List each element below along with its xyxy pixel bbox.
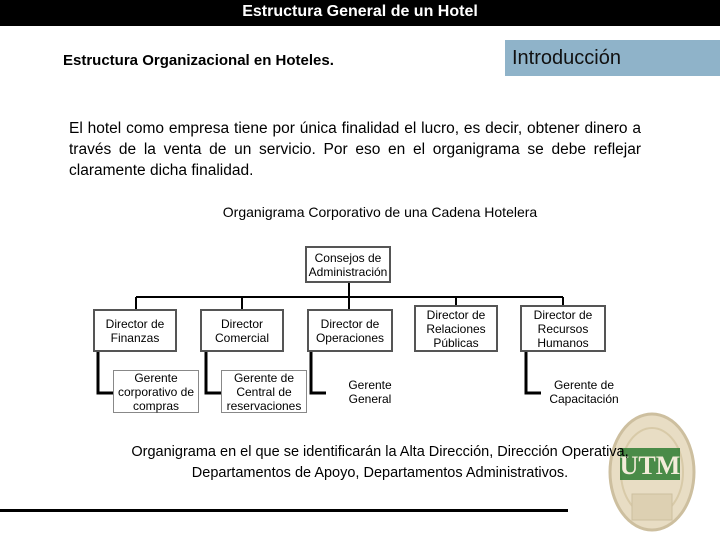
slide-subtitle: Estructura Organizacional en Hoteles.: [63, 52, 334, 69]
org-node-director-rrhh: Director de Recursos Humanos: [520, 305, 606, 352]
org-node-director-finanzas: Director de Finanzas: [93, 309, 177, 352]
org-node-director-comercial: Director Comercial: [200, 309, 284, 352]
org-chart-caption: [70, 442, 690, 484]
caption-line-2: Departamentos de Apoyo, Departamentos Administrativos.: [191, 465, 569, 481]
org-node-root: Consejos de Administración: [305, 246, 391, 283]
intro-paragraph: El hotel como empresa tiene por única finalidad el lucro, es decir, obtener dinero a través de la venta de un servicio. Por eso en el organigrama se debe reflejar claramente dicha finalidad.: [69, 120, 641, 179]
org-node-gerente-compras: Gerente corporativo de compras: [113, 370, 199, 413]
org-node-gerente-general: Gerente General: [326, 370, 414, 413]
org-node-gerente-reservaciones: Gerente de Central de reservaciones: [221, 370, 307, 413]
footer-divider: [0, 509, 568, 512]
caption-line-1: Organigrama en el que se identificarán la Alta Dirección, Dirección Operativa,: [131, 444, 629, 460]
slide-title: Estructura General de un Hotel: [242, 3, 478, 20]
org-node-director-operaciones: Director de Operaciones: [307, 309, 393, 352]
org-chart-title: Organigrama Corporativo de una Cadena Hotelera: [222, 204, 538, 220]
org-node-gerente-capacitacion: Gerente de Capacitación: [541, 370, 627, 413]
org-node-director-relaciones: Director de Relaciones Públicas: [414, 305, 498, 352]
section-tab-label: Introducción: [512, 47, 621, 69]
logo-text: UTM: [619, 451, 681, 480]
